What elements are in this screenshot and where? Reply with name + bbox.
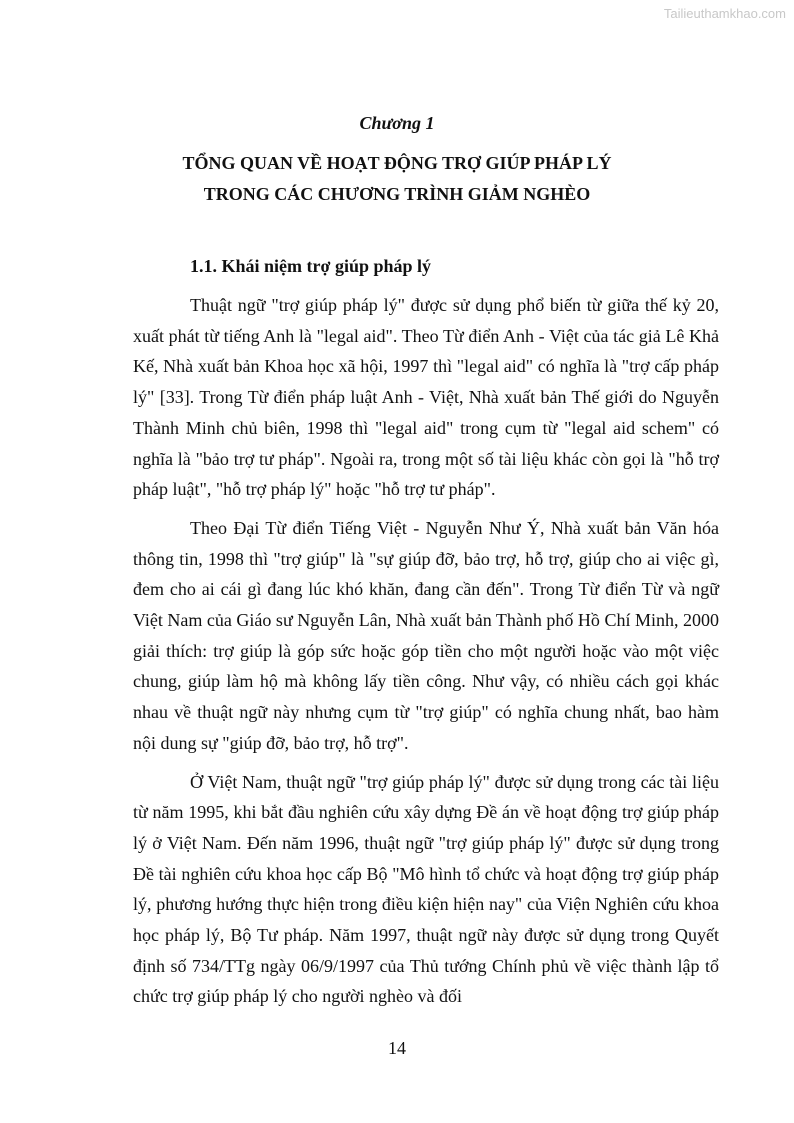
chapter-label: Chương 1 <box>359 113 435 133</box>
paragraph: Ở Việt Nam, thuật ngữ "trợ giúp pháp lý" được sử dụng trong các tài liệu từ năm 1995, khi bắt đầu nghiên cứu xây dựng Đề án về hoạt động trợ giúp pháp lý ở Việt Nam. Đến năm 1996, thuật ngữ "trợ giúp pháp lý" được sử dụng trong Đề tài nghiên cứu khoa học cấp Bộ "Mô hình tổ chức và hoạt động trợ giúp pháp lý, phương hướng thực hiện trong điều kiện hiện nay" của Viện Nghiên cứu khoa học pháp lý, Bộ Tư pháp. Năm 1997, thuật ngữ này được sử dụng trong Quyết định số 734/TTg ngày 06/9/1997 của Thủ tướng Chính phủ về việc thành lập tổ chức trợ giúp pháp lý cho người nghèo và đối <box>133 771 719 1007</box>
paragraph: Thuật ngữ "trợ giúp pháp lý" được sử dụng phổ biến từ giữa thế kỷ 20, xuất phát từ tiếng Anh là "legal aid". Theo Từ điển Anh - Việt của tác giả Lê Khả Kế, Nhà xuất bản Khoa học xã hội, 1997 thì "legal aid" có nghĩa là "trợ cấp pháp lý" [33]. Trong Từ điển pháp luật Anh - Việt, Nhà xuất bản Thế giới do Nguyễn Thành Minh chủ biên, 1998 thì "legal aid" trong cụm từ "legal aid schem" có nghĩa là "bảo trợ tư pháp". Ngoài ra, trong một số tài liệu khác còn gọi là "hỗ trợ pháp luật", "hỗ trợ pháp lý" hoặc "hỗ trợ tư pháp". <box>133 295 719 500</box>
page-number: 14 <box>388 1038 406 1058</box>
section-heading: 1.1. Khái niệm trợ giúp pháp lý <box>190 256 432 276</box>
paragraph: Theo Đại Từ điển Tiếng Việt - Nguyễn Như Ý, Nhà xuất bản Văn hóa thông tin, 1998 thì "trợ giúp" là "sự giúp đỡ, bảo trợ, hỗ trợ, giúp cho ai việc gì, đem cho ai cái gì đang lúc khó khăn, đang cần đến". Trong Từ điển Từ và ngữ Việt Nam của Giáo sư Nguyễn Lân, Nhà xuất bản Thành phố Hồ Chí Minh, 2000 giải thích: trợ giúp là góp sức hoặc góp tiền cho một người hoặc vào một việc chung, giúp làm hộ mà không lấy tiền công. Như vậy, có nhiều cách gọi khác nhau về thuật ngữ này nhưng cụm từ "trợ giúp" có nghĩa chung nhất, bao hàm nội dung sự "giúp đỡ, bảo trợ, hỗ trợ". <box>133 517 719 753</box>
watermark: Tailieuthamkhao.com <box>663 6 786 21</box>
chapter-title-line-2: TRONG CÁC CHƯƠNG TRÌNH GIẢM NGHÈO <box>203 184 591 204</box>
chapter-title-line-1: TỔNG QUAN VỀ HOẠT ĐỘNG TRỢ GIÚP PHÁP LÝ <box>182 153 612 173</box>
chapter-title <box>0 148 794 210</box>
body-text <box>133 290 719 1020</box>
